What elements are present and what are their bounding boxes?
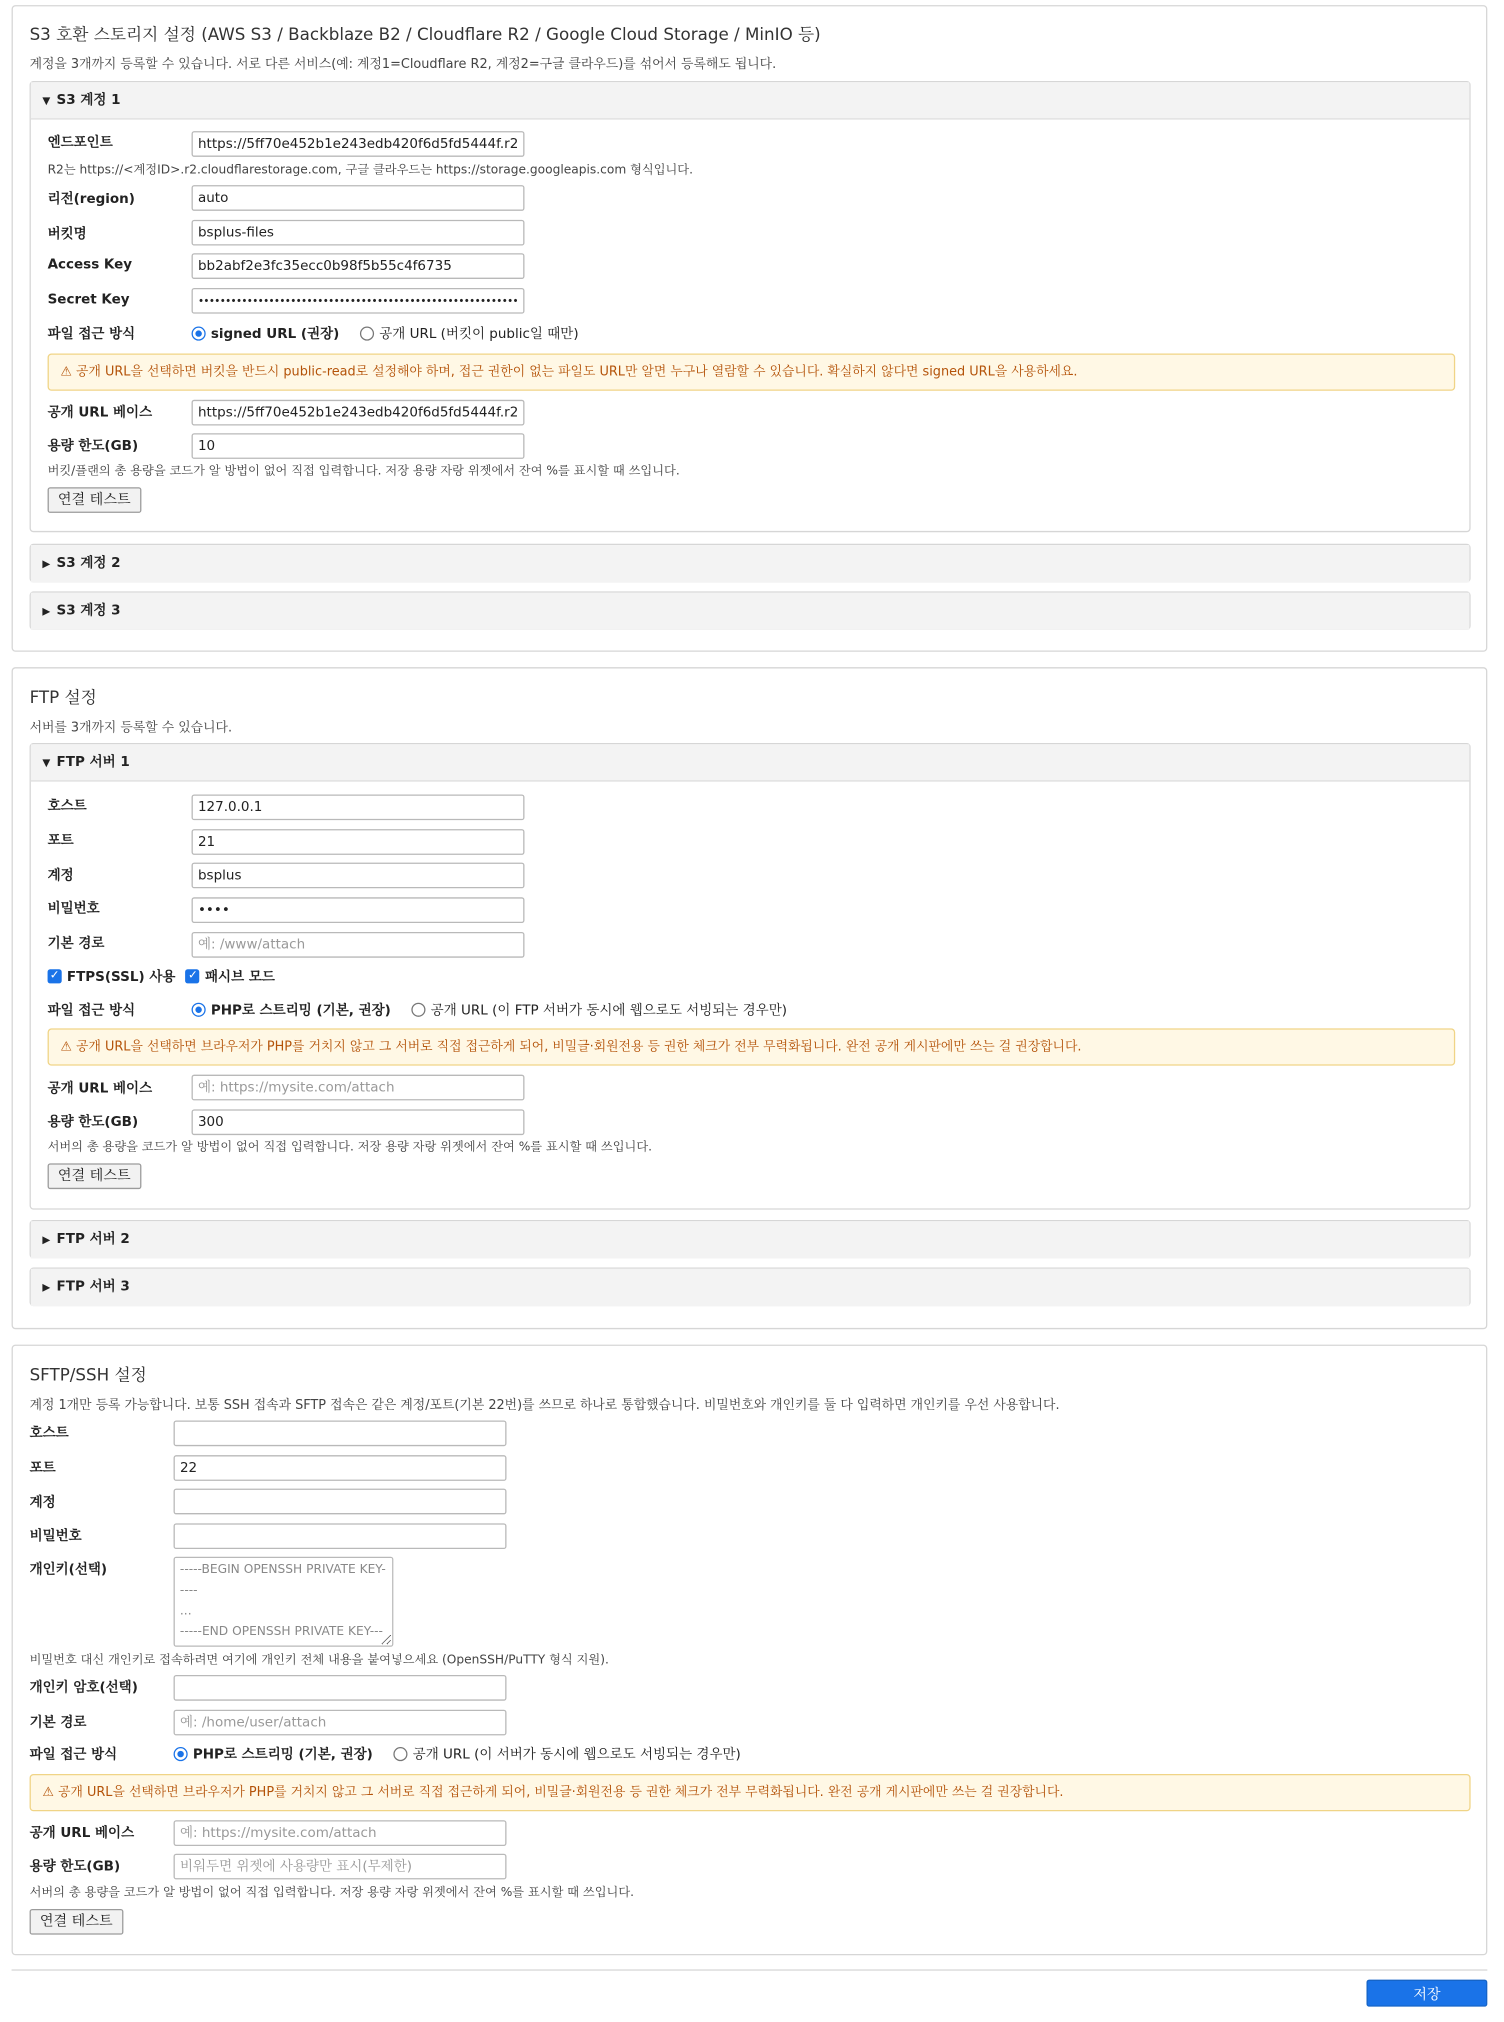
ftp-server-2[interactable] <box>30 1220 1471 1259</box>
bucket-label: 버킷명 <box>47 226 87 242</box>
sftp-password-label: 비밀번호 <box>29 1528 82 1544</box>
sftp-public-url-warning: ⚠ 공개 URL을 선택하면 브라우저가 PHP를 거치지 않고 그 서버로 직접 접근하게 되어, 비밀글·회원전용 등 권한 체크가 전부 무력화됩니다. 완전 공개 게시판에만 쓰는 걸 권장합니다. <box>30 1774 1471 1811</box>
s3-mode-public-option[interactable] <box>360 324 579 343</box>
radio-selected-icon <box>192 327 206 341</box>
ftp-options-row <box>48 967 296 986</box>
ftp-server-2-title: FTP 서버 2 <box>56 1231 130 1247</box>
s3-account-2-title: S3 계정 2 <box>56 555 121 571</box>
checkbox-checked-icon: ✓ <box>186 969 200 983</box>
ftp-server-3[interactable] <box>30 1268 1471 1307</box>
ftp-public-url-warning: ⚠ 공개 URL을 선택하면 브라우저가 PHP를 거치지 않고 그 서버로 직접 접근하게 되어, 비밀글·회원전용 등 권한 체크가 전부 무력화됩니다. 완전 공개 게시판에만 쓰는 걸 권장합니다. <box>48 1028 1456 1065</box>
ftp-server-1 <box>30 743 1471 1210</box>
s3-public-url-warning: ⚠ 공개 URL을 선택하면 버킷을 반드시 public-read로 설정해야 하며, 접근 권한이 없는 파일도 URL만 알면 누구나 열람할 수 있습니다. 확실하지 않다면 signed URL을 사용하세요. <box>48 354 1456 391</box>
ftp-mode-public-label: 공개 URL (이 FTP 서버가 동시에 웹으로도 서빙되는 경우만) <box>430 1002 788 1019</box>
s3-account-1-title: S3 계정 1 <box>56 92 121 108</box>
s3-access-mode-label: 파일 접근 방식 <box>47 326 136 342</box>
ftp-server-3-title: FTP 서버 3 <box>56 1279 130 1295</box>
passive-mode-label: 패시브 모드 <box>205 969 275 985</box>
ftp-host-input[interactable] <box>192 794 525 820</box>
s3-access-mode-options <box>192 324 600 343</box>
triangle-right-icon: ▶ <box>42 557 51 570</box>
radio-selected-icon <box>174 1747 188 1761</box>
sftp-user-input[interactable] <box>174 1489 507 1515</box>
sftp-port-label: 포트 <box>29 1460 56 1476</box>
ftp-password-input[interactable] <box>192 897 525 923</box>
ftp-access-mode-options <box>192 1000 808 1019</box>
sftp-mode-public-label: 공개 URL (이 서버가 동시에 웹으로도 서빙되는 경우만) <box>412 1746 741 1763</box>
sftp-host-input[interactable] <box>174 1420 507 1446</box>
sftp-test-connection-button[interactable]: 연결 테스트 <box>30 1909 123 1935</box>
ftp-path-input[interactable] <box>192 932 525 958</box>
sftp-public-base-input[interactable] <box>174 1820 507 1846</box>
s3-quota-input[interactable] <box>192 433 525 459</box>
radio-selected-icon <box>192 1003 206 1017</box>
s3-quota-help: 버킷/플랜의 총 용량을 코드가 알 방법이 없어 직접 입력합니다. 저장 용량 자랑 위젯에서 잔여 %를 표시할 때 쓰입니다. <box>47 464 680 479</box>
ftp-server-1-title: FTP 서버 1 <box>56 754 130 771</box>
s3-settings-panel <box>12 5 1488 652</box>
sftp-host-label: 호스트 <box>29 1425 69 1442</box>
s3-public-base-label: 공개 URL 베이스 <box>47 404 153 421</box>
ftp-public-base-label: 공개 URL 베이스 <box>47 1081 153 1097</box>
ftp-test-connection-button[interactable]: 연결 테스트 <box>48 1163 141 1189</box>
ftp-panel-description: 서버를 3개까지 등록할 수 있습니다. <box>29 721 233 736</box>
s3-mode-signed-option[interactable] <box>192 324 340 343</box>
sftp-path-label: 기본 경로 <box>29 1714 87 1731</box>
s3-test-connection-button[interactable]: 연결 테스트 <box>48 487 141 513</box>
ftp-user-label: 계정 <box>47 867 74 884</box>
ftp-user-input[interactable] <box>192 863 525 889</box>
sftp-mode-public-option[interactable] <box>393 1744 740 1763</box>
ftp-path-label: 기본 경로 <box>47 935 105 952</box>
ftp-server-2-header[interactable] <box>31 1221 1469 1258</box>
sftp-quota-help: 서버의 총 용량을 코드가 알 방법이 없어 직접 입력합니다. 저장 용량 자랑 위젯에서 잔여 %를 표시할 때 쓰입니다. <box>29 1885 635 1900</box>
s3-public-base-input[interactable] <box>192 400 525 426</box>
triangle-right-icon: ▶ <box>42 1281 51 1294</box>
endpoint-label: 엔드포인트 <box>47 134 113 151</box>
s3-account-2[interactable] <box>30 544 1471 583</box>
sftp-port-input[interactable] <box>174 1455 507 1481</box>
secret-key-label: Secret Key <box>47 291 130 308</box>
ftp-mode-php-label: PHP로 스트리밍 (기본, 권장) <box>210 1002 391 1019</box>
s3-panel-title: S3 호환 스토리지 설정 (AWS S3 / Backblaze B2 / Cloudflare R2 / Google Cloud Storage / MinIO 등) <box>29 25 821 45</box>
access-key-label: Access Key <box>47 257 133 273</box>
sftp-public-base-label: 공개 URL 베이스 <box>29 1825 135 1841</box>
access-key-input[interactable] <box>192 253 525 279</box>
sftp-quota-label: 용량 한도(GB) <box>29 1858 121 1875</box>
region-input[interactable] <box>192 185 525 211</box>
sftp-key-help: 비밀번호 대신 개인키로 접속하려면 여기에 개인키 전체 내용을 붙여넣으세요 (OpenSSH/PuTTY 형식 지원). <box>29 1653 609 1668</box>
ftp-quota-help: 서버의 총 용량을 코드가 알 방법이 없어 직접 입력합니다. 저장 용량 자랑 위젯에서 잔여 %를 표시할 때 쓰입니다. <box>47 1140 653 1155</box>
ftp-port-label: 포트 <box>47 833 74 849</box>
ftps-label: FTPS(SSL) 사용 <box>66 969 176 985</box>
ftp-quota-label: 용량 한도(GB) <box>47 1114 139 1130</box>
sftp-panel-description: 계정 1개만 등록 가능합니다. 보통 SSH 접속과 SFTP 접속은 같은 계정/포트(기본 22번)를 쓰므로 하나로 통합했습니다. 비밀번호와 개인키를 둘 다 입력하면 개인키를 우선 사용합니다. <box>29 1398 1060 1413</box>
sftp-private-key-textarea[interactable] <box>174 1557 394 1647</box>
sftp-mode-php-option[interactable] <box>174 1744 373 1763</box>
sftp-mode-php-label: PHP로 스트리밍 (기본, 권장) <box>192 1746 373 1763</box>
ftp-access-mode-label: 파일 접근 방식 <box>47 1002 136 1019</box>
checkbox-checked-icon: ✓ <box>48 969 62 983</box>
sftp-quota-input[interactable] <box>174 1854 507 1880</box>
s3-quota-label: 용량 한도(GB) <box>47 438 139 454</box>
ftp-panel-title: FTP 설정 <box>29 689 97 709</box>
triangle-down-icon: ▼ <box>42 757 51 769</box>
ftp-quota-input[interactable] <box>192 1109 525 1135</box>
footer-divider <box>12 1969 1488 1970</box>
ftp-mode-public-option[interactable] <box>411 1000 787 1019</box>
triangle-right-icon: ▶ <box>42 605 51 618</box>
ftp-settings-panel <box>12 667 1488 1329</box>
bucket-input[interactable] <box>192 220 525 246</box>
ftp-server-1-header[interactable] <box>31 744 1469 781</box>
ftps-checkbox[interactable] <box>48 967 176 986</box>
ftp-server-3-header[interactable] <box>31 1269 1469 1306</box>
radio-empty-icon <box>393 1747 407 1761</box>
sftp-path-input[interactable] <box>174 1710 507 1736</box>
sftp-access-mode-label: 파일 접근 방식 <box>29 1746 118 1763</box>
endpoint-input[interactable] <box>192 131 525 157</box>
triangle-right-icon: ▶ <box>42 1234 51 1246</box>
region-label: 리전(region) <box>47 191 135 207</box>
sftp-key-label: 개인키(선택) <box>29 1561 108 1578</box>
s3-account-3-title: S3 계정 3 <box>56 602 121 619</box>
sftp-key-pass-label: 개인키 암호(선택) <box>29 1680 138 1696</box>
s3-account-3[interactable] <box>30 591 1471 630</box>
ftp-host-label: 호스트 <box>47 798 87 814</box>
sftp-user-label: 계정 <box>29 1495 56 1511</box>
s3-account-1 <box>30 81 1471 532</box>
sftp-panel-title: SFTP/SSH 설정 <box>29 1366 147 1386</box>
ftp-public-base-input[interactable] <box>192 1075 525 1101</box>
sftp-password-input[interactable] <box>174 1523 507 1549</box>
save-button[interactable]: 저장 <box>1366 1980 1487 2007</box>
s3-account-3-header[interactable] <box>31 593 1469 630</box>
triangle-down-icon: ▼ <box>42 95 51 107</box>
radio-empty-icon <box>411 1003 425 1017</box>
radio-empty-icon <box>360 327 374 341</box>
s3-account-1-header[interactable] <box>31 82 1469 119</box>
sftp-key-pass-input[interactable] <box>174 1675 507 1701</box>
secret-key-input[interactable] <box>192 288 525 314</box>
s3-mode-signed-label: signed URL (권장) <box>210 326 340 342</box>
ftp-port-input[interactable] <box>192 829 525 855</box>
endpoint-help: R2는 https://<계정ID>.r2.cloudflarestorage.com, 구글 클라우드는 https://storage.googleapis.com 형식입니다. <box>47 163 693 178</box>
s3-panel-description: 계정을 3개까지 등록할 수 있습니다. 서로 다른 서비스(예: 계정1=Cloudflare R2, 계정2=구글 클라우드)를 섞어서 등록해도 됩니다. <box>29 57 777 72</box>
passive-mode-checkbox[interactable] <box>186 967 275 986</box>
s3-mode-public-label: 공개 URL (버킷이 public일 때만) <box>379 326 579 342</box>
sftp-settings-panel <box>12 1345 1488 1956</box>
ftp-mode-php-option[interactable] <box>192 1000 391 1019</box>
sftp-access-mode-options <box>174 1744 762 1763</box>
ftp-password-label: 비밀번호 <box>47 901 100 917</box>
s3-account-2-header[interactable] <box>31 545 1469 582</box>
